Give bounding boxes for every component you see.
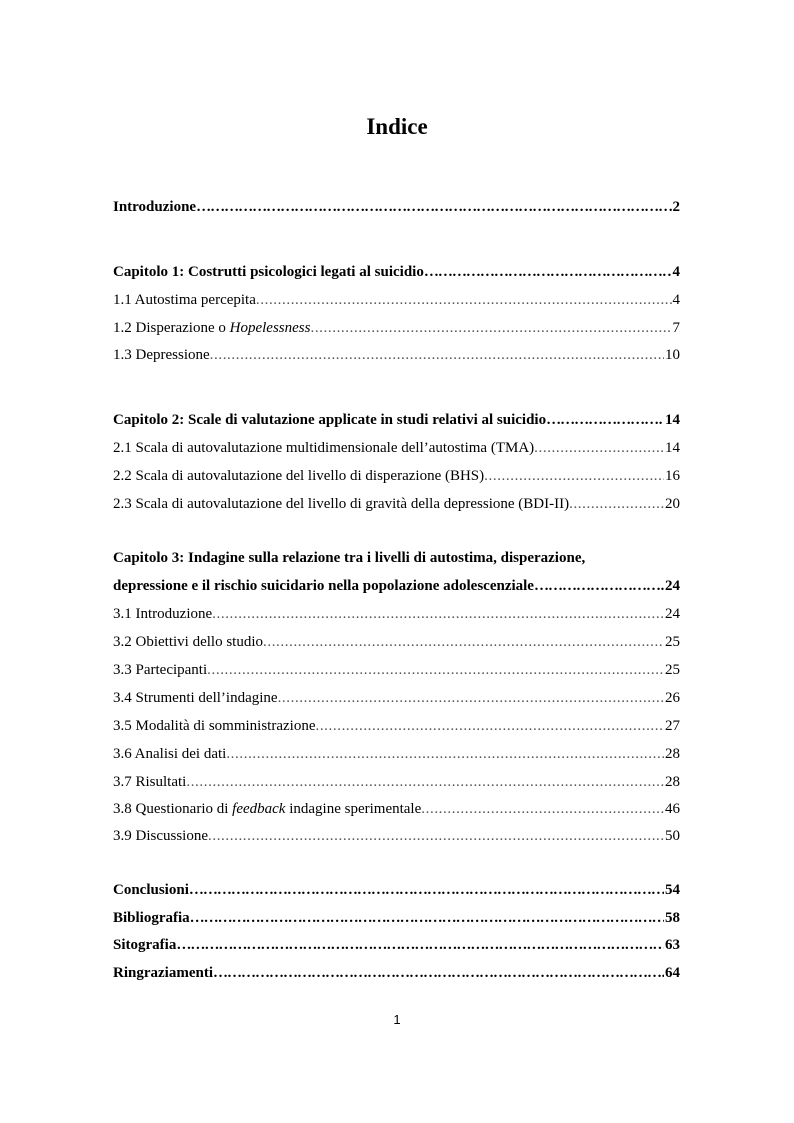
- toc-label: 2.1 Scala di autovalutazione multidimensionale dell’autostima (TMA): [113, 440, 535, 456]
- toc-leader: [190, 908, 664, 928]
- toc-leader: [546, 410, 664, 430]
- toc-leader: [176, 935, 664, 955]
- toc-label: Ringraziamenti: [113, 965, 213, 981]
- toc-label: 2.3 Scala di autovalutazione del livello di gravità della depressione (BDI-II): [113, 496, 570, 512]
- toc-entry-section-3-2[interactable]: [113, 632, 680, 652]
- toc-label: Bibliografia: [113, 910, 190, 926]
- toc-entry-section-3-9[interactable]: [113, 826, 680, 846]
- toc-label: 3.1 Introduzione: [113, 606, 213, 622]
- toc-page: 25: [665, 662, 680, 678]
- toc-entry-section-3-6[interactable]: [113, 744, 680, 764]
- toc-entry-bibliografia[interactable]: [113, 908, 680, 928]
- toc-label: 3.7 Risultati: [113, 774, 187, 790]
- toc-page: 63: [665, 937, 680, 953]
- toc-page: 10: [665, 347, 680, 363]
- toc-label: depressione e il rischio suicidario nella popolazione adolescenziale: [113, 578, 534, 594]
- toc-entry-conclusioni[interactable]: [113, 880, 680, 900]
- toc-page: 26: [665, 690, 680, 706]
- toc-page: 7: [672, 320, 680, 336]
- toc-leader: [226, 744, 664, 764]
- toc-page: 4: [672, 264, 680, 280]
- toc-page: 20: [665, 496, 680, 512]
- toc-label: 3.8 Questionario di feedback indagine sperimentale: [113, 801, 422, 817]
- toc-leader: [256, 290, 672, 310]
- toc-leader: [210, 345, 664, 365]
- toc-label: 3.2 Obiettivi dello studio: [113, 634, 263, 650]
- toc-entry-ringraziamenti[interactable]: [113, 963, 680, 983]
- toc-leader: [189, 880, 664, 900]
- toc-leader: [208, 826, 664, 846]
- toc-entry-sitografia[interactable]: [113, 935, 680, 955]
- toc-entry-chapter-1[interactable]: [113, 262, 680, 282]
- toc-entry-section-2-3[interactable]: [113, 494, 680, 514]
- toc-label: Sitografia: [113, 937, 177, 953]
- toc-leader: [186, 772, 664, 792]
- toc-page: 4: [672, 292, 680, 308]
- page-number: 1: [393, 1012, 401, 1027]
- toc-page: 14: [665, 412, 680, 428]
- toc-leader: [196, 197, 671, 217]
- toc-entry-section-3-7[interactable]: [113, 772, 680, 792]
- toc-page: 24: [665, 606, 680, 622]
- toc-entry-section-1-3[interactable]: [113, 345, 680, 365]
- toc-label: 3.9 Discussione: [113, 828, 208, 844]
- toc-entry-chapter-3-line1[interactable]: Capitolo 3: Indagine sulla relazione tra i livelli di autostima, disperazione,: [113, 550, 586, 566]
- toc-entry-section-1-2[interactable]: [113, 318, 680, 338]
- toc-label: 3.4 Strumenti dell’indagine: [113, 690, 278, 706]
- toc-label: 3.5 Modalità di somministrazione: [113, 718, 316, 734]
- toc-page: 25: [665, 634, 680, 650]
- toc-entry-section-3-3[interactable]: [113, 660, 680, 680]
- toc-leader: [484, 466, 664, 486]
- toc-label: 1.3 Depressione: [113, 347, 210, 363]
- toc-label: 2.2 Scala di autovalutazione del livello di disperazione (BHS): [113, 468, 485, 484]
- toc-label: Introduzione: [113, 199, 197, 215]
- toc-entry-section-3-4[interactable]: [113, 688, 680, 708]
- toc-page: 58: [665, 910, 680, 926]
- toc-page: 27: [665, 718, 680, 734]
- toc-label: Capitolo 1: Costrutti psicologici legati al suicidio: [113, 264, 424, 280]
- toc-leader: [534, 576, 664, 596]
- toc-page: 28: [665, 774, 680, 790]
- toc-entry-chapter-3[interactable]: [113, 576, 680, 596]
- toc-entry-section-3-8[interactable]: [113, 799, 680, 819]
- toc-leader: [534, 438, 664, 458]
- toc-page: 50: [665, 828, 680, 844]
- toc-page: 28: [665, 746, 680, 762]
- toc-entry-section-2-1[interactable]: [113, 438, 680, 458]
- toc-leader: [421, 799, 664, 819]
- toc-leader: [207, 660, 664, 680]
- toc-leader: [310, 318, 671, 338]
- toc-entry-section-3-1[interactable]: [113, 604, 680, 624]
- toc-label: 3.6 Analisi dei dati: [113, 746, 227, 762]
- toc-page: 2: [672, 199, 680, 215]
- toc-label: Conclusioni: [113, 882, 189, 898]
- toc-page: 24: [665, 578, 680, 594]
- toc-entry-section-2-2[interactable]: [113, 466, 680, 486]
- toc-leader: [263, 632, 664, 652]
- toc-page: 16: [665, 468, 680, 484]
- toc-leader: [315, 716, 664, 736]
- toc-leader: [213, 963, 664, 983]
- toc-entry-introduzione[interactable]: [113, 197, 680, 217]
- toc-leader: [569, 494, 664, 514]
- toc-page: 46: [665, 801, 680, 817]
- toc-entry-section-1-1[interactable]: [113, 290, 680, 310]
- toc-label: 1.1 Autostima percepita: [113, 292, 256, 308]
- toc-page: 54: [665, 882, 680, 898]
- toc-page: 14: [665, 440, 680, 456]
- page-title: Indice: [366, 114, 428, 139]
- toc-leader: [424, 262, 672, 282]
- toc-leader: [212, 604, 664, 624]
- toc-page: 64: [665, 965, 680, 981]
- toc-label: Capitolo 2: Scale di valutazione applicate in studi relativi al suicidio: [113, 412, 547, 428]
- toc-label: 3.3 Partecipanti: [113, 662, 208, 678]
- toc-entry-section-3-5[interactable]: [113, 716, 680, 736]
- toc-leader: [278, 688, 664, 708]
- toc-entry-chapter-2[interactable]: [113, 410, 680, 430]
- toc-label: 1.2 Disperazione o Hopelessness: [113, 320, 311, 336]
